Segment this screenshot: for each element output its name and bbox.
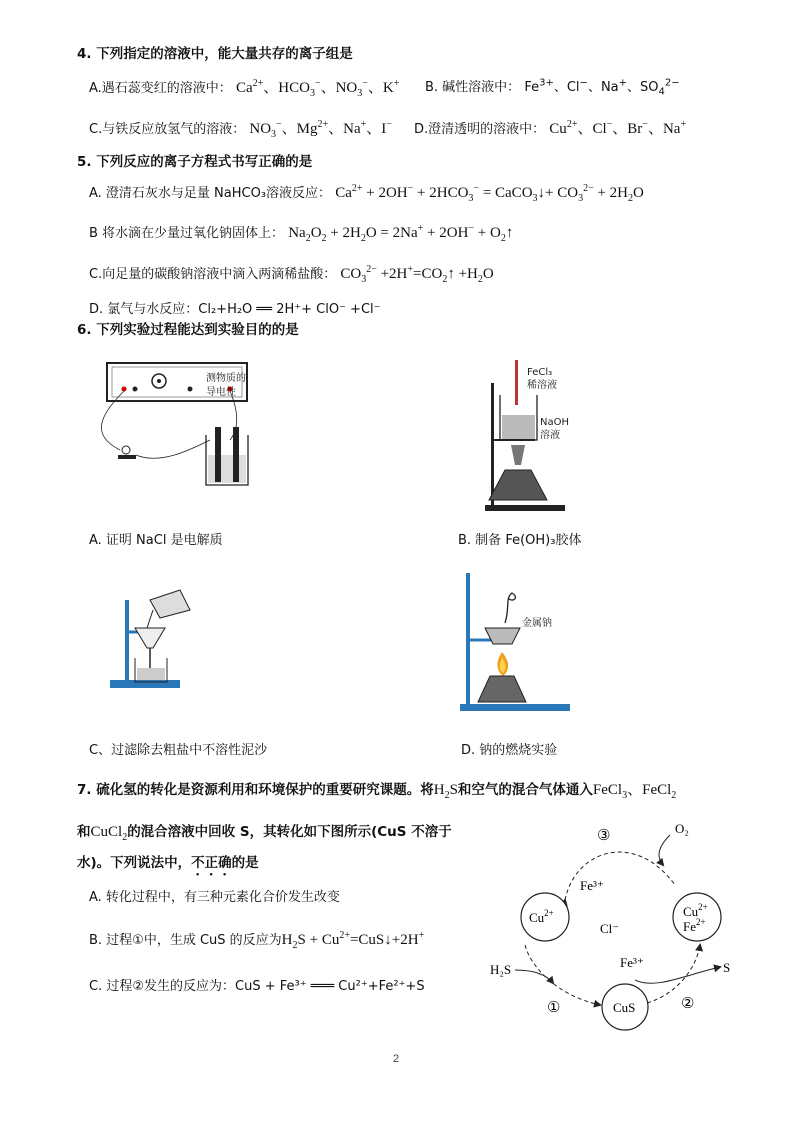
q7-stem-line3	[77, 851, 259, 879]
q5-stem: 5. 下列反应的离子方程式书写正确的是	[77, 154, 313, 170]
figure-b-label-3: NaOH	[540, 417, 569, 428]
q5-option-b: B 将水滴在少量过氧化钠固体上： $Na_2O_2 + 2H_2O = 2Na^+ + 2OH^-$ + $O_2↑$	[89, 223, 514, 244]
svg-text:Fe2+: $Fe^{2+}$	[683, 917, 706, 934]
q7-line3-part2: 的是	[231, 855, 259, 871]
q4-option-b: B. 碱性溶液中： $Fe^{3+}$、Cl−、Na+、$SO_4^{2-}$	[425, 77, 680, 98]
figure-b-colloid	[455, 355, 595, 515]
fe3-mid-label: Fe³⁺	[620, 955, 644, 970]
q5-c-prefix: C.向足量的碳酸钠溶液中滴入两滴稀盐酸：	[89, 267, 337, 282]
figure-a-conductivity	[80, 355, 280, 495]
q7-option-b: B. 过程①中，生成 CuS 的反应为$H_2S$ + $Cu^{2+}=CuS↓+2H^+$	[89, 930, 425, 951]
page-number: 2	[393, 1053, 400, 1065]
s-label: S	[723, 960, 731, 975]
q6-caption-d: D. 钠的燃烧实验	[461, 743, 558, 758]
fe3-top-label: Fe³⁺	[580, 878, 604, 893]
figure-c-filtration	[105, 580, 205, 695]
q5-b-prefix: B 将水滴在少量过氧化钠固体上：	[89, 226, 285, 241]
figure-a-label-1: 测物质的	[206, 373, 246, 384]
step-1-label: ①	[547, 1000, 561, 1016]
q7-line3-part1: 水)。下列说法中，	[77, 855, 192, 871]
q6-caption-c: C、过滤除去粗盐中不溶性泥沙	[89, 743, 268, 758]
figure-d-combustion	[450, 568, 590, 718]
figure-b-label-4: 溶液	[540, 430, 560, 441]
q4-c-prefix: C.与铁反应放氢气的溶液：	[89, 122, 246, 137]
q6-stem: 6. 下列实验过程能达到实验目的的是	[77, 322, 299, 338]
figure-b-label-1: FeCl₃	[527, 367, 553, 378]
q5-option-a: A. 澄清石灰水与足量 NaHCO₃溶液反应： $Ca^{2+} + 2OH^- + 2HCO_3^-$ = CaCO$_3$↓+ $CO_3^{2-} + 2H_2O$	[89, 183, 644, 204]
q4-a-prefix: A.遇石蕊变红的溶液中：	[89, 81, 232, 96]
q7-stem-line1: 7. 硫化氢的转化是资源利用和环境保护的重要研究课题。将$H_2S$和空气的混合气体通入FeCl$_3$、FeCl$_2$	[77, 782, 677, 801]
q5-a-prefix: A. 澄清石灰水与足量 NaHCO₃溶液反应：	[89, 186, 332, 201]
q7-line2-part2: 的混合溶液中回收 S，其转化如下图所示(CuS 不溶于	[127, 824, 452, 840]
q7-line2-part1: 和	[77, 824, 91, 840]
step-3-label: ③	[597, 828, 611, 844]
q4-option-a: A.遇石蕊变红的溶液中： $Ca^{2+}$、$HCO_3^-$、$NO_3^-$、K+	[89, 78, 400, 99]
q4-option-d: D.澄清透明的溶液中： $Cu^{2+}$、Cl−、Br−、Na+	[414, 119, 687, 137]
q7-stem-part2: 和空气的混合气体通入	[457, 782, 593, 798]
q7-stem-line2: 和CuCl$_2$的混合溶液中回收 S，其转化如下图所示(CuS 不溶于	[77, 824, 452, 843]
q4-option-c: C.与铁反应放氢气的溶液： $NO_3^-$、$Mg^{2+}$、Na+、I−	[89, 119, 392, 140]
step-2-label: ②	[681, 996, 695, 1012]
q5-option-c: C.向足量的碳酸钠溶液中滴入两滴稀盐酸： $CO_3^{2-}$ $+2H^+=CO_2↑ +H_2O$	[89, 264, 494, 285]
cus-label: CuS	[613, 1000, 636, 1015]
q4-b-prefix: B. 碱性溶液中：	[425, 80, 521, 95]
q7-line3-emphasis: 不正确	[191, 855, 232, 871]
q4-stem: 4. 下列指定的溶液中，能大量共存的离子组是	[77, 46, 353, 62]
q5-option-d: D. 氯气与水反应：Cl₂+H₂O ══ 2H⁺+ ClO⁻ +Cl⁻	[89, 302, 381, 317]
h2s-label: H₂S	[490, 962, 512, 977]
svg-text:Cu2+: $Cu^{2+}$	[529, 908, 554, 925]
figure-a-label-2: 导电性	[206, 387, 236, 398]
q7-option-a: A. 转化过程中，有三种元素化合价发生改变	[89, 890, 340, 905]
svg-text:Cu2+: $Cu^{2+}$	[683, 902, 708, 919]
q7-stem-part1: 7. 硫化氢的转化是资源利用和环境保护的重要研究课题。将	[77, 782, 434, 798]
q7-b-prefix: B. 过程①中，生成 CuS 的反应为	[89, 933, 282, 948]
figure-d-label: 金属钠	[522, 618, 552, 629]
q6-caption-a: A. 证明 NaCl 是电解质	[89, 533, 223, 548]
o2-label: O₂	[675, 821, 689, 836]
figure-b-label-2: 稀溶液	[527, 380, 557, 391]
q7-option-c: C. 过程②发生的反应为：CuS + Fe³⁺ ═══ Cu²⁺+Fe²⁺+S	[89, 979, 425, 994]
q6-caption-b: B. 制备 Fe(OH)₃胶体	[458, 533, 582, 548]
q4-d-prefix: D.澄清透明的溶液中：	[414, 122, 546, 137]
cl-label: Cl⁻	[600, 921, 620, 936]
q7-cycle-diagram	[485, 815, 740, 1040]
